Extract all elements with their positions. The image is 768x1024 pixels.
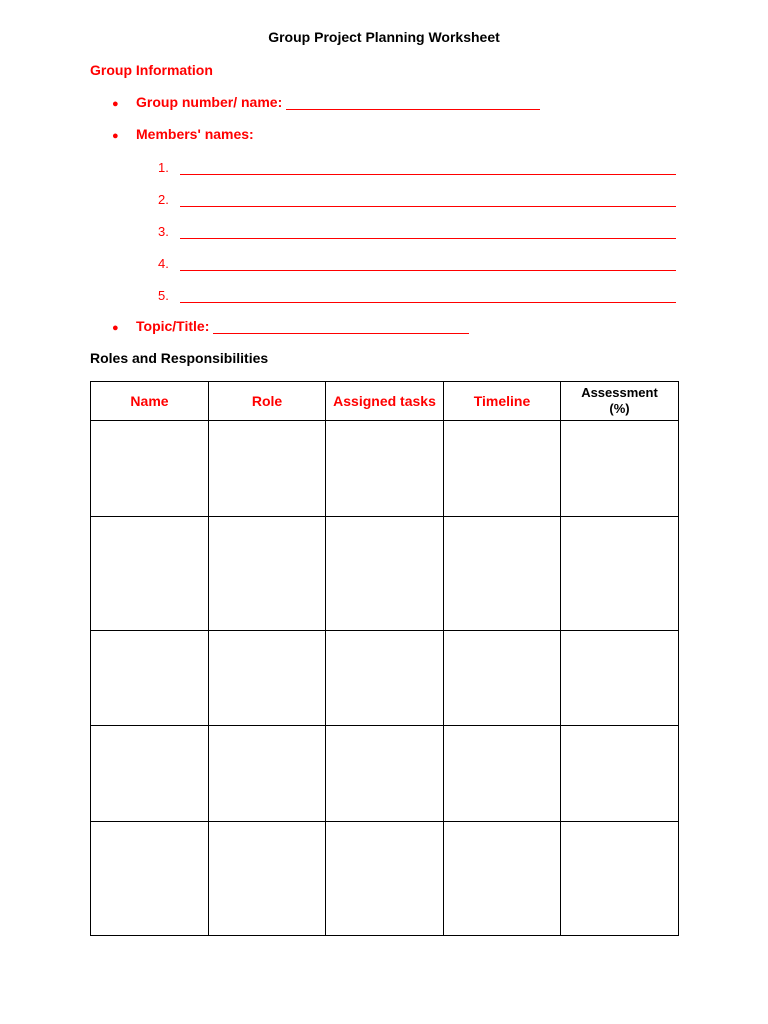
cell-role[interactable]	[209, 726, 326, 822]
table-row	[91, 726, 679, 822]
cell-role[interactable]	[209, 822, 326, 936]
cell-assigned-tasks[interactable]	[326, 421, 444, 517]
members-label: Members' names:	[136, 126, 254, 142]
cell-assessment[interactable]	[561, 517, 679, 631]
members-row	[112, 126, 254, 142]
roles-heading: Roles and Responsibilities	[90, 350, 269, 366]
topic-label: Topic/Title:	[136, 318, 210, 334]
table-header-row	[91, 382, 679, 421]
cell-name[interactable]	[91, 726, 209, 822]
member-name-field-5[interactable]	[180, 288, 676, 303]
assessment-line-2: (%)	[609, 401, 630, 416]
column-header-name: Name	[91, 382, 209, 421]
bullet-icon: ●	[112, 130, 119, 142]
bullet-icon: ●	[112, 98, 119, 110]
topic-field[interactable]	[213, 319, 469, 334]
cell-name[interactable]	[91, 517, 209, 631]
cell-assessment[interactable]	[561, 726, 679, 822]
member-name-field-3[interactable]	[180, 224, 676, 239]
member-name-field-4[interactable]	[180, 256, 676, 271]
page-title: Group Project Planning Worksheet	[268, 29, 500, 45]
member-number: 2.	[158, 192, 169, 207]
cell-assessment[interactable]	[561, 631, 679, 726]
column-header-role: Role	[209, 382, 326, 421]
group-number-row	[112, 94, 540, 110]
member-row-3	[158, 224, 676, 239]
table-row	[91, 631, 679, 726]
cell-role[interactable]	[209, 631, 326, 726]
member-row-5	[158, 288, 676, 303]
member-number: 5.	[158, 288, 169, 303]
topic-row	[112, 318, 469, 334]
cell-timeline[interactable]	[444, 421, 561, 517]
cell-assessment[interactable]	[561, 822, 679, 936]
member-row-1	[158, 160, 676, 175]
cell-assigned-tasks[interactable]	[326, 517, 444, 631]
cell-timeline[interactable]	[444, 726, 561, 822]
member-number: 3.	[158, 224, 169, 239]
column-header-assigned-tasks: Assigned tasks	[326, 382, 444, 421]
cell-timeline[interactable]	[444, 822, 561, 936]
member-row-2	[158, 192, 676, 207]
group-information-heading: Group Information	[90, 62, 213, 78]
cell-assessment[interactable]	[561, 421, 679, 517]
cell-role[interactable]	[209, 421, 326, 517]
bullet-icon: ●	[112, 322, 119, 334]
cell-name[interactable]	[91, 822, 209, 936]
member-name-field-1[interactable]	[180, 160, 676, 175]
assessment-line-1: Assessment	[581, 385, 658, 400]
table-row	[91, 517, 679, 631]
cell-timeline[interactable]	[444, 631, 561, 726]
table-row	[91, 822, 679, 936]
cell-assigned-tasks[interactable]	[326, 822, 444, 936]
roles-table	[90, 381, 679, 936]
cell-name[interactable]	[91, 631, 209, 726]
table-row	[91, 421, 679, 517]
cell-timeline[interactable]	[444, 517, 561, 631]
cell-assigned-tasks[interactable]	[326, 726, 444, 822]
member-row-4	[158, 256, 676, 271]
cell-role[interactable]	[209, 517, 326, 631]
group-number-label: Group number/ name:	[136, 94, 283, 110]
column-header-timeline: Timeline	[444, 382, 561, 421]
cell-assigned-tasks[interactable]	[326, 631, 444, 726]
member-name-field-2[interactable]	[180, 192, 676, 207]
member-number: 4.	[158, 256, 169, 271]
member-number: 1.	[158, 160, 169, 175]
column-header-assessment	[561, 382, 679, 421]
cell-name[interactable]	[91, 421, 209, 517]
group-number-field[interactable]	[286, 95, 540, 110]
